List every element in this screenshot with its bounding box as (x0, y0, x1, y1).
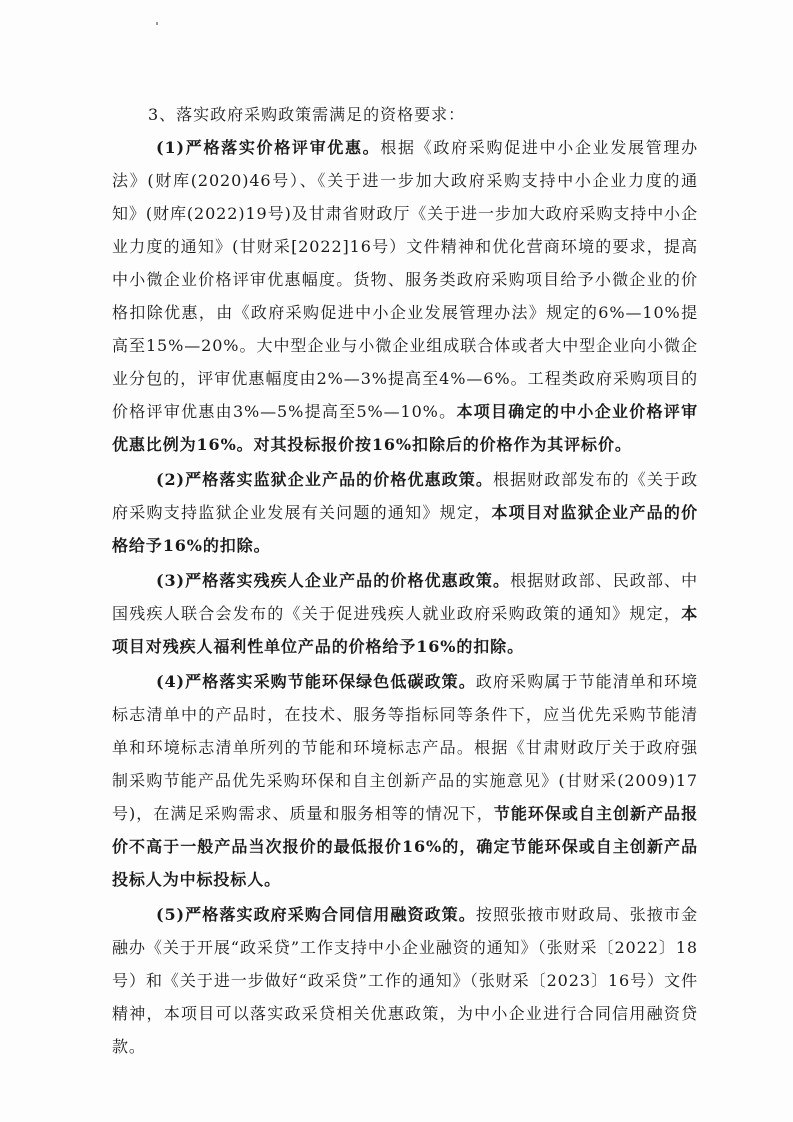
paragraph-body: 政府采购属于节能清单和环境标志清单中的产品时，在技术、服务等指标同等条件下，应当优先采购节能清单和环境标志清单所列的节能和环境标志产品。根据《甘肃财政厅关于政府强制采购节能产品优先采购环保和自主创新产品的实施意见》(甘财采(2009)17号)，在满足采购需求、质量和服务相等的情况下， (112, 672, 698, 823)
paragraph-lead: (2)严格落实监狱企业产品的价格优惠政策。 (156, 470, 493, 489)
paragraph-price-review (112, 131, 698, 461)
paragraph-tail: 本项目对监狱企业产品的价格给予16%的扣除。 (112, 503, 698, 555)
paragraph-lead: (3)严格落实残疾人企业产品的价格优惠政策。 (156, 571, 511, 590)
document-body (112, 98, 698, 1063)
paragraph-credit-financing (112, 898, 698, 1063)
paragraph-tail: 节能环保或自主创新产品报价不高于一般产品当次报价的最低报价16%的，确定节能环保或自主创新产品投标人为中标投标人。 (112, 804, 698, 889)
paragraph-lead: (1)严格落实价格评审优惠。 (156, 138, 381, 157)
paragraph-lead: (5)严格落实政府采购合同信用融资政策。 (156, 905, 476, 924)
paragraph-lead: (4)严格落实采购节能环保绿色低碳政策。 (156, 672, 476, 691)
paragraph-prison-enterprise (112, 463, 698, 562)
scan-speck (156, 22, 158, 25)
section-heading: 3、落实政府采购政策需满足的资格要求： (148, 105, 466, 124)
paragraph-body: 按照张掖市财政局、张掖市金融办《关于开展“政采贷”工作支持中小企业融资的通知》（张财采〔2022〕18号）和《关于进一步做好“政采贷”工作的通知》（张财采〔2023〕16号）文件精神，本项目可以落实政采贷相关优惠政策，为中小企业进行合同信用融资贷款。 (112, 905, 698, 1056)
paragraph-tail: 本项目确定的中小企业价格评审优惠比例为16%。对其投标报价按16%扣除后的价格作为其评标价。 (112, 402, 698, 454)
paragraph-green-procurement (112, 665, 698, 896)
paragraph-tail: 本项目对残疾人福利性单位产品的价格给予16%的扣除。 (112, 604, 698, 656)
paragraph-disabled-enterprise (112, 564, 698, 663)
paragraph-body: 根据《政府采购促进中小企业发展管理办法》(财库(2020)46号）、《关于进一步加大政府采购支持中小企业力度的通知》(财库(2022)19号)及甘肃省财政厅《关于进一步加大政府采购支持中小企业力度的通知》(甘财采[2022]16号）文件精神和优化营商环境的要求，提高中小微企业价格评审优惠幅度。货物、服务类政府采购项目给予小微企业的价格扣除优惠，由《政府采购促进中小企业发展管理办法》规定的6%—10%提高至15%—20%。大中型企业与小微企业组成联合体或者大中型企业向小微企业分包的，评审优惠幅度由2%—3%提高至4%—6%。工程类政府采购项目的价格评审优惠由3%—5%提高至5%—10%。 (112, 138, 698, 421)
paragraph-body: 根据财政部发布的《关于政府采购支持监狱企业发展有关问题的通知》规定， (112, 470, 698, 522)
paragraph-body: 根据财政部、民政部、中国残疾人联合会发布的《关于促进残疾人就业政府采购政策的通知》规定， (112, 571, 698, 623)
